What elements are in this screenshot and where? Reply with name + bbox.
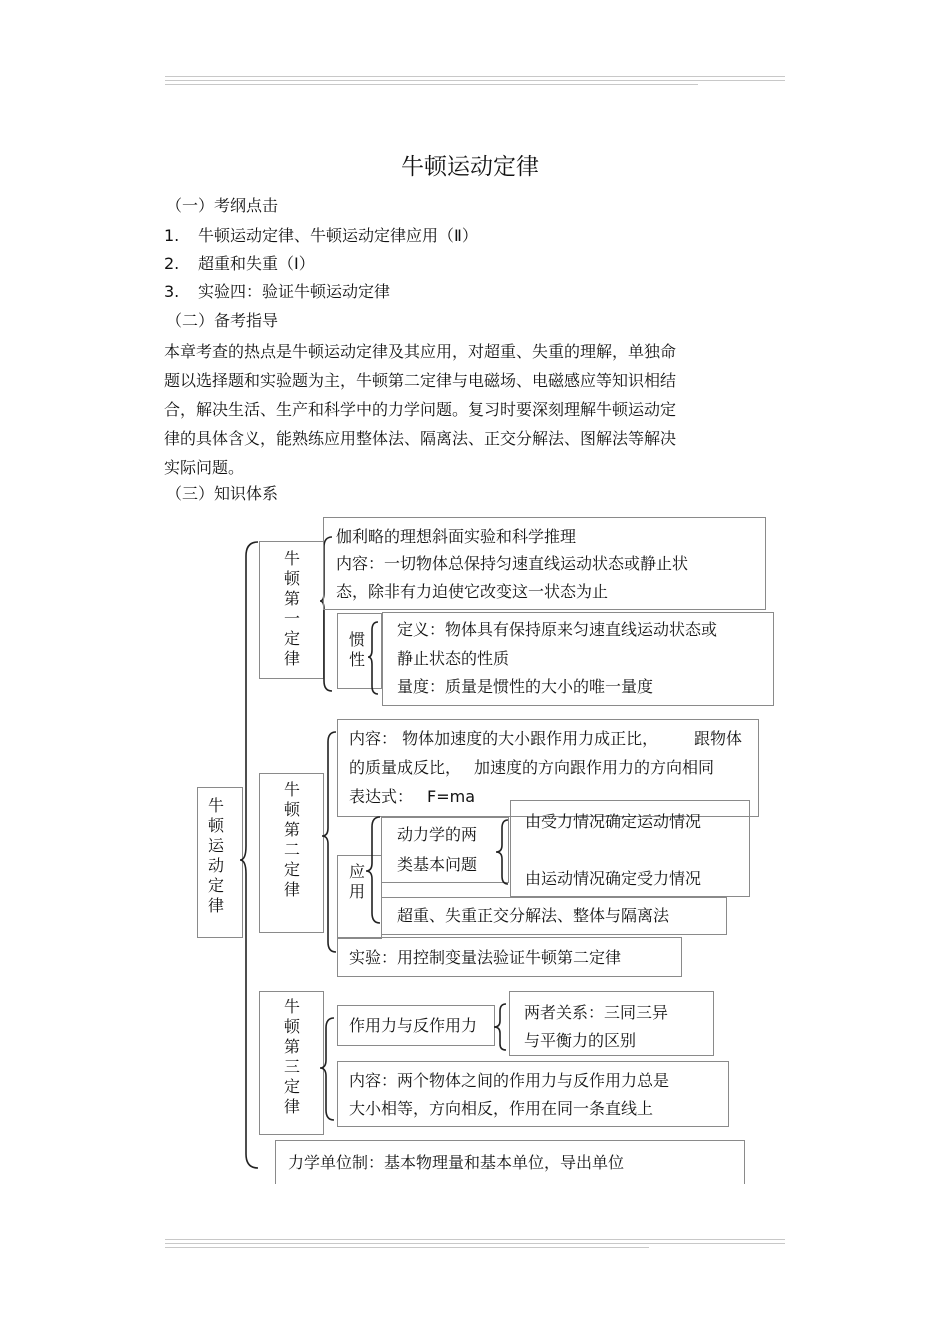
inertia-line2: 静止状态的性质 [397, 649, 510, 668]
dynamics-brace [494, 818, 510, 888]
law1-label: 牛顿第一定律 [283, 549, 300, 668]
law2-label: 牛顿第二定律 [283, 780, 300, 899]
application-label: 应用 [348, 862, 365, 901]
dynamics-line2: 类基本问题 [397, 855, 478, 874]
inertia-label: 惯性 [348, 630, 365, 669]
list-text: 超重和失重（Ⅰ） [198, 254, 315, 273]
section-heading-2: （二）备考指导 [166, 311, 279, 330]
list-text: 实验四：验证牛顿运动定律 [198, 282, 391, 301]
law2-content-line1b: 跟物体 [694, 729, 743, 748]
pair-label: 作用力与反作用力 [349, 1016, 478, 1035]
list-item [164, 254, 315, 274]
law1-line2: 内容：一切物体总保持匀速直线运动状态或静止状 [336, 554, 689, 573]
methods-text: 超重、失重正交分解法、整体与隔离法 [397, 906, 670, 925]
root-label: 牛顿运动定律 [207, 796, 224, 915]
law1-line3: 态，除非有力迫使它改变这一状态为止 [336, 582, 609, 601]
paragraph-line: 本章考查的热点是牛顿运动定律及其应用，对超重、失重的理解，单独命 [164, 342, 677, 361]
list-num: 1. [164, 226, 180, 245]
list-num: 2. [164, 254, 180, 273]
law3-label: 牛顿第三定律 [283, 997, 300, 1116]
list-item [164, 282, 390, 302]
expression-label: 表达式： [349, 787, 414, 806]
header-noise [165, 76, 785, 86]
section-heading-1: （一）考纲点击 [166, 196, 279, 215]
inertia-line3: 量度：质量是惯性的大小的唯一量度 [397, 677, 654, 696]
law2-brace [322, 730, 338, 956]
pair-brace [492, 1002, 508, 1054]
law2-content-line1a: 内容： 物体加速度的大小跟作用力成正比， [349, 729, 659, 748]
page-title: 牛顿运动定律 [401, 154, 539, 180]
list-text: 牛顿运动定律、牛顿运动定律应用（Ⅱ） [198, 226, 478, 245]
law2-content-line2b: 加速度的方向跟作用力的方向相同 [474, 758, 715, 777]
list-num: 3. [164, 282, 180, 301]
units-text: 力学单位制：基本物理量和基本单位，导出单位 [288, 1153, 625, 1172]
dynamics-case1: 由受力情况确定运动情况 [525, 812, 702, 831]
paragraph-line: 合，解决生活、生产和科学中的力学问题。复习时要深刻理解牛顿运动定 [164, 400, 677, 419]
law2-expression [349, 787, 475, 807]
dynamics-line1: 动力学的两 [397, 825, 478, 844]
guide-paragraph [164, 337, 724, 482]
law1-line1: 伽利略的理想斜面实验和科学推理 [336, 527, 577, 546]
relation-line2: 与平衡力的区别 [524, 1031, 637, 1050]
paragraph-line: 题以选择题和实验题为主，牛顿第二定律与电磁场、电磁感应等知识相结 [164, 371, 677, 390]
list-item [164, 226, 478, 246]
paragraph-line: 实际问题。 [164, 458, 245, 477]
law3-content-line2: 大小相等，方向相反，作用在同一条直线上 [349, 1099, 654, 1118]
footer-noise [165, 1239, 785, 1249]
paragraph-line: 律的具体含义，能熟练应用整体法、隔离法、正交分解法、图解法等解决 [164, 429, 677, 448]
inertia-brace [368, 620, 382, 696]
law3-content-line1: 内容：两个物体之间的作用力与反作用力总是 [349, 1071, 670, 1090]
expression-value: F=ma [427, 787, 476, 806]
section-heading-3: （三）知识体系 [166, 484, 279, 503]
relation-line1: 两者关系：三同三异 [524, 1003, 669, 1022]
law3-brace [320, 1016, 338, 1122]
law2-content-line2a: 的质量成反比， [349, 758, 462, 777]
inertia-line1: 定义：物体具有保持原来匀速直线运动状态或 [397, 620, 718, 639]
experiment-text: 实验：用控制变量法验证牛顿第二定律 [349, 948, 622, 967]
dynamics-case2: 由运动情况确定受力情况 [525, 869, 702, 888]
